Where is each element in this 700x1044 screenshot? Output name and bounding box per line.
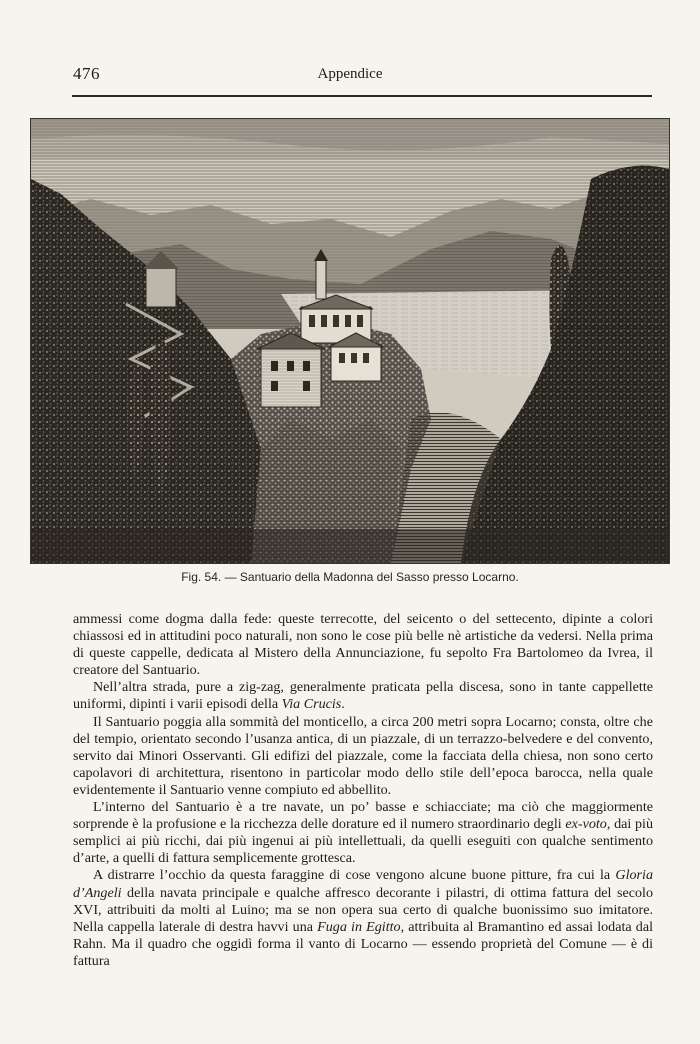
landscape-engraving [31, 119, 669, 563]
body-paragraph [73, 611, 653, 679]
body-paragraph [73, 867, 653, 970]
text-run: Nell’altra strada, pure a zig-zag, generalmente praticata pella discesa, sono in tante cappellette uniformi, dipinti i varii episodi della [73, 679, 653, 713]
body-paragraph [73, 714, 653, 799]
body-text [73, 611, 653, 970]
italic-title: Gloria d’Angeli [73, 867, 653, 901]
text-run: Il Santuario poggia alla sommità del monticello, a circa 200 metri sopra Locarno; consta, oltre che del tempio, orientato secondo l’usanza antica, di un piazzale, di un terrazzo-belvedere e del convento, servito dai Minori Osservanti. Gli edifizi del piazzale, come la facciata della chiesa, non sono certo capolavori di architettura, risentono in particolar modo dello stile dell’epoca barocca, nella quale evidentemente il Santuario venne compiuto ed abbellito. [73, 713, 653, 798]
engraving-illustration [30, 118, 670, 564]
running-title: Appendice [317, 66, 383, 82]
text-run: . [341, 696, 345, 713]
header-rule [72, 95, 652, 97]
text-run: A distrarre l’occhio da questa faraggine di cose vengono alcune buone pitture, fra cui la [93, 867, 616, 884]
text-run: della navata principale e qualche affresco decorante i pilastri, di ottima fattura del secolo XVI, attribuiti da molti al Luino; ma se non opera sua certo di qualche buonissimo suo imitatore. Nella cappella laterale di destra havvi una [73, 884, 653, 935]
body-paragraph [73, 679, 653, 713]
text-run: L’interno del Santuario è a tre navate, un po’ basse e schiacciate; ma ciò che maggiormente sorprende è la profusione e la ricchezza delle dorature ed il numero straordinario degli [73, 799, 653, 833]
page-number: 476 [73, 64, 100, 83]
figure-caption: Fig. 54. — Santuario della Madonna del Sasso presso Locarno. [181, 570, 519, 584]
italic-title: Via Crucis [281, 696, 342, 713]
text-run: , attribuita al Bramantino ed assai lodata dal Rahn. Ma il quadro che oggidì forma il vanto di Locarno — essendo proprietà del Comune — è di fattura [73, 918, 653, 969]
text-run: , dai più semplici ai più ricchi, dai più ingenui ai più intellettuali, da quelli eseguiti con qualche sentimento d’arte, a quelli di fattura semplicemente grottesca. [73, 816, 653, 867]
italic-title: ex-voto [565, 816, 607, 833]
text-run: ammessi come dogma dalla fede: queste terrecotte, del seicento o del settecento, dipinte a colori chiassosi ed in attitudini poco naturali, non sono le cose più belle nè artistiche da vedersi. Nella prima di queste cappelle, dedicata al Mistero della Annunciazione, fu sepolto Fra Bartolomeo da Ivrea, il creatore del Santuario. [73, 611, 653, 679]
body-paragraph [73, 799, 653, 867]
italic-title: Fuga in Egitto [317, 918, 401, 935]
